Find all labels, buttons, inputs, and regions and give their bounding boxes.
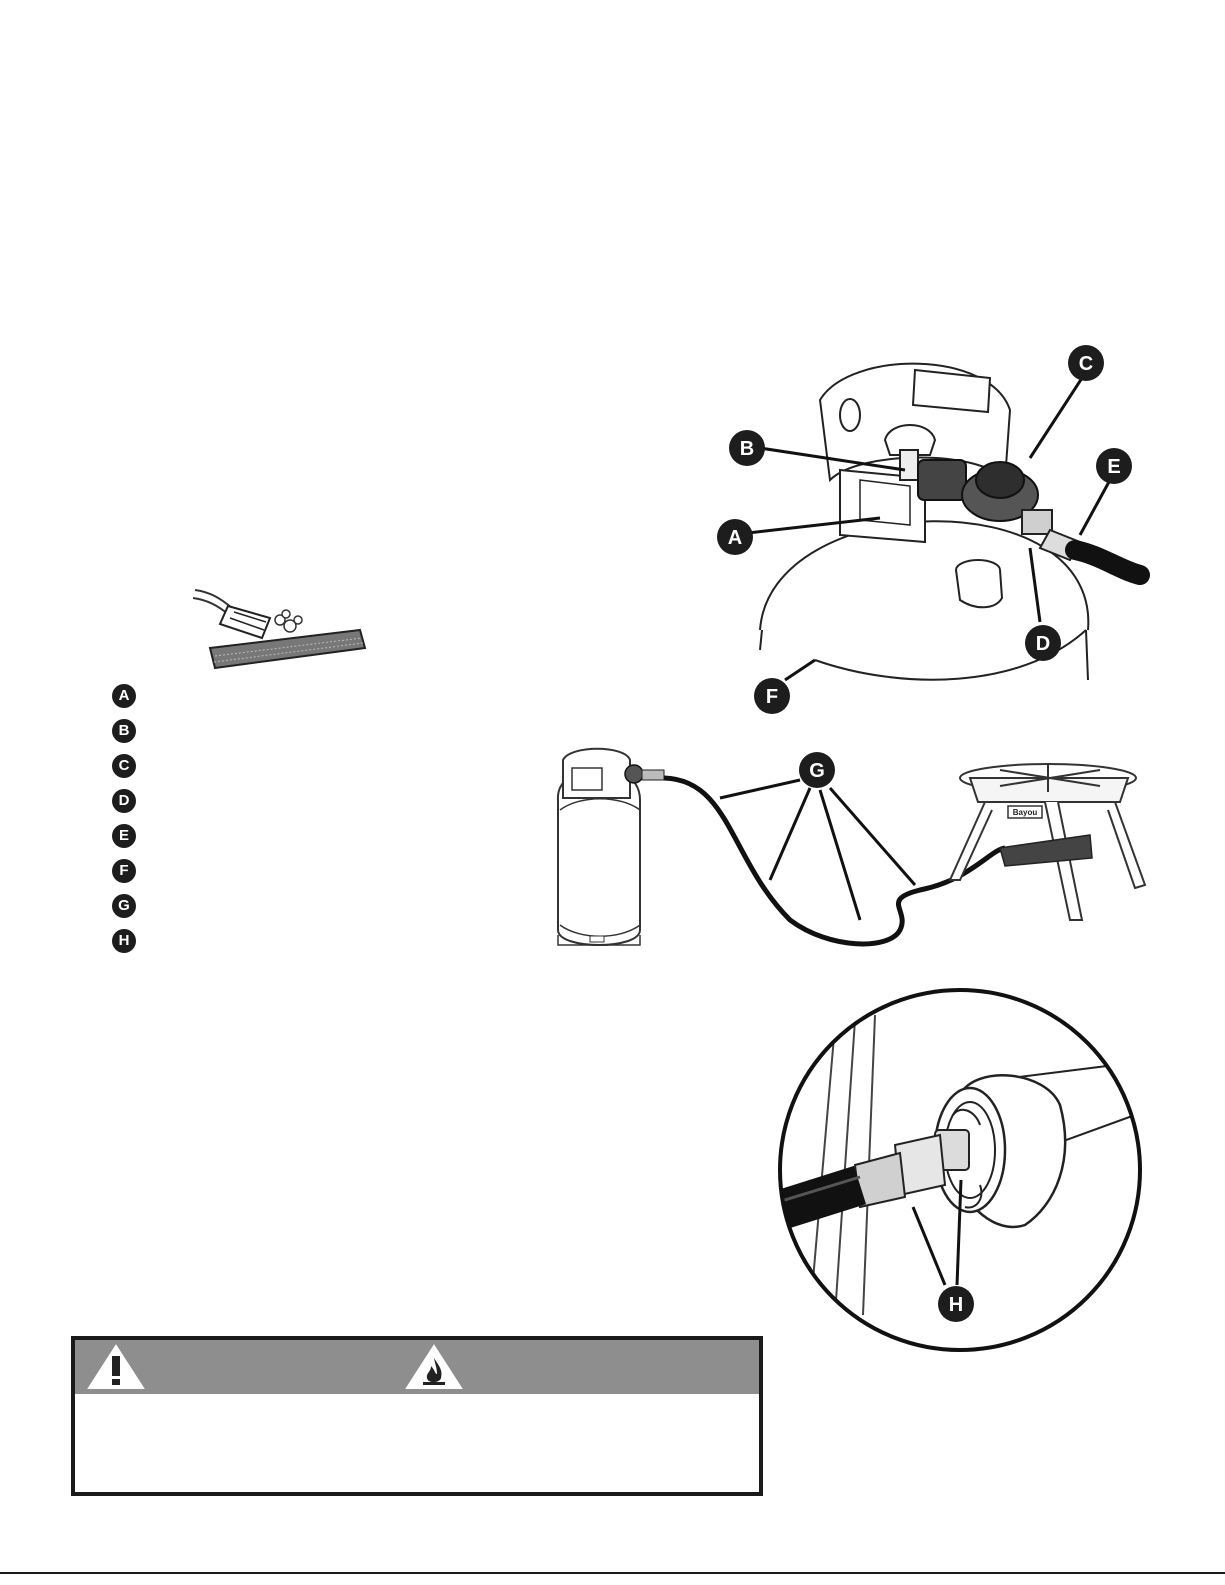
callout-h-label: H bbox=[948, 1294, 964, 1316]
legend-badge: F bbox=[112, 859, 136, 883]
burner-brand-label: Bayou bbox=[1012, 808, 1038, 817]
callout-c-label: C bbox=[1078, 353, 1094, 375]
callout-e-label: E bbox=[1107, 456, 1121, 478]
callout-f-label: F bbox=[765, 686, 779, 708]
tank-hose-burner-figure bbox=[530, 740, 1160, 960]
brush-soap-icon bbox=[190, 580, 370, 670]
legend-item-h bbox=[112, 923, 152, 958]
legend-item-g bbox=[112, 888, 152, 923]
callout-d bbox=[1023, 623, 1063, 663]
legend-item-a bbox=[112, 678, 152, 713]
legend-item-c bbox=[112, 748, 152, 783]
legend-badge: E bbox=[112, 824, 136, 848]
legend-item-b bbox=[112, 713, 152, 748]
legend-item-f bbox=[112, 853, 152, 888]
callout-g-label: G bbox=[809, 760, 825, 782]
warning-box bbox=[71, 1336, 763, 1496]
legend-item-e bbox=[112, 818, 152, 853]
callout-b bbox=[727, 428, 767, 468]
legend-badge: D bbox=[112, 789, 136, 813]
legend-badge: H bbox=[112, 929, 136, 953]
legend-item-d bbox=[112, 783, 152, 818]
callout-c bbox=[1066, 343, 1106, 383]
callout-f bbox=[752, 676, 792, 716]
callout-d-label: D bbox=[1035, 633, 1051, 655]
callout-g bbox=[797, 750, 837, 790]
callout-b-label: B bbox=[739, 438, 755, 460]
tank-valve-figure bbox=[700, 330, 1170, 720]
legend-badge: G bbox=[112, 894, 136, 918]
legend-badge: B bbox=[112, 719, 136, 743]
legend-badge: C bbox=[112, 754, 136, 778]
callout-h bbox=[936, 1284, 976, 1324]
footer-rule bbox=[0, 1572, 1225, 1574]
legend-badge: A bbox=[112, 684, 136, 708]
callout-e bbox=[1094, 446, 1134, 486]
callout-a bbox=[715, 517, 755, 557]
legend bbox=[112, 678, 152, 958]
exclamation-triangle-icon bbox=[87, 1344, 145, 1390]
fire-triangle-icon bbox=[405, 1344, 463, 1390]
callout-a-label: A bbox=[727, 527, 743, 549]
warning-header bbox=[75, 1340, 759, 1394]
